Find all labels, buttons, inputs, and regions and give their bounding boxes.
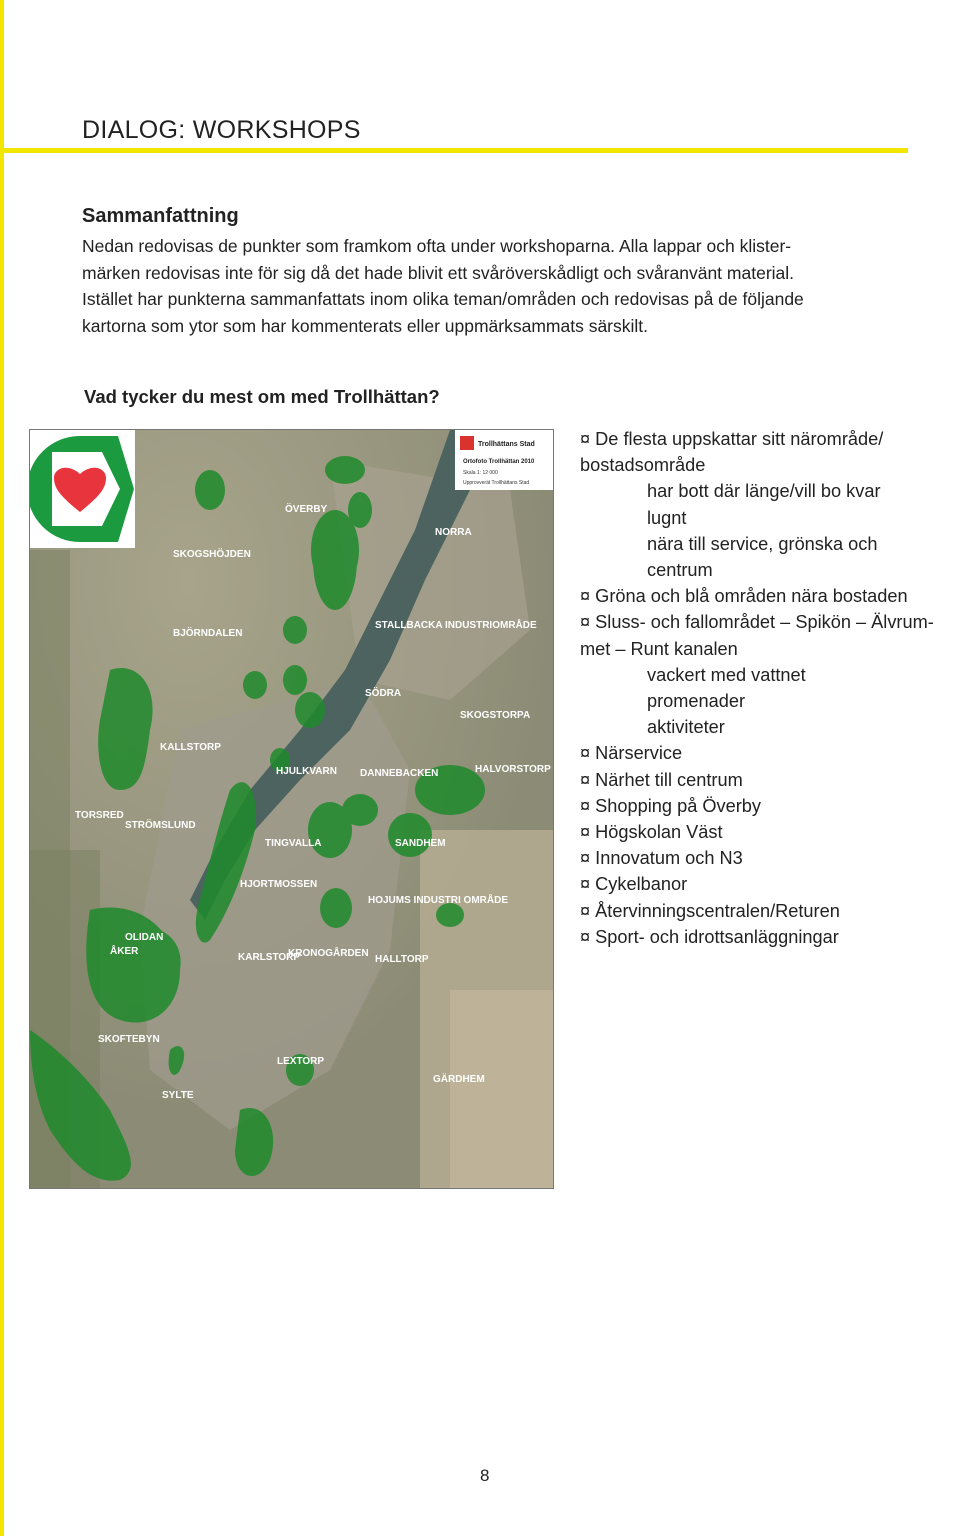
district-label: SANDHEM <box>395 838 446 849</box>
district-label: NORRA <box>435 527 472 538</box>
green-area <box>342 794 378 826</box>
list-item: ¤ Återvinningscentralen/Returen <box>580 900 840 921</box>
page-number: 8 <box>480 1466 490 1485</box>
summary-paragraph <box>82 233 912 339</box>
district-label: ÖVERBY <box>285 504 328 515</box>
list-subitem: nära till service, grönska och <box>647 533 878 554</box>
list-item: ¤ Högskolan Väst <box>580 822 723 843</box>
district-label: DANNEBACKEN <box>360 768 439 779</box>
district-label: TORSRED <box>75 810 124 821</box>
district-label: KRONOGÅRDEN <box>288 948 369 959</box>
green-area <box>295 692 325 728</box>
page-header-title: DIALOG: WORKSHOPS <box>82 116 361 144</box>
district-label: HJULKVARN <box>276 766 337 777</box>
district-label: SYLTE <box>162 1090 194 1101</box>
list-subitem: har bott där länge/vill bo kvar <box>647 481 881 502</box>
map-fields <box>450 990 554 1189</box>
header-divider <box>0 148 908 153</box>
list-item: ¤ Närservice <box>580 743 683 764</box>
green-area <box>195 470 225 510</box>
green-area <box>325 456 365 484</box>
summary-heading: Sammanfattning <box>82 205 239 227</box>
district-label: KALLSTORP <box>160 742 221 753</box>
trollhattan-logo-icon <box>460 436 474 450</box>
likes-list <box>580 426 960 950</box>
map-info-title: Ortofoto Trollhättan 2010 <box>463 459 535 465</box>
list-item: met – Runt kanalen <box>580 638 738 659</box>
map-logo-text: Trollhättans Stad <box>478 441 535 448</box>
district-label: SÖDRA <box>365 688 402 699</box>
district-label: STRÖMSLUND <box>125 820 196 831</box>
district-label: HOJUMS INDUSTRI OMRÅDE <box>368 895 509 906</box>
list-subitem: centrum <box>647 560 713 581</box>
list-item: ¤ Sport- och idrottsanläggningar <box>580 926 839 947</box>
district-label: GÄRDHEM <box>433 1074 485 1085</box>
list-item: ¤ Gröna och blå områden nära bostaden <box>580 586 908 607</box>
district-label: SKOFTEBYN <box>98 1034 160 1045</box>
district-label: HJORTMOSSEN <box>240 879 318 890</box>
list-item: ¤ Cykelbanor <box>580 874 688 895</box>
page-edge-accent <box>0 0 4 1536</box>
map-info-credit: Upprovverät Trollhättans Stad <box>463 480 530 486</box>
district-label: BJÖRNDALEN <box>173 628 243 639</box>
district-label: LEXTORP <box>277 1056 325 1067</box>
list-subitem: promenader <box>647 691 746 712</box>
district-label: HALLTORP <box>375 954 429 965</box>
summary-line: märken redovisas inte för sig då det hade blivit ett svåröverskådligt och svåranvänt material. <box>82 262 795 283</box>
green-area <box>243 671 267 699</box>
district-label: ÅKER <box>110 946 139 957</box>
summary-line: Nedan redovisas de punkter som framkom ofta under workshoparna. Alla lappar och klister- <box>82 236 792 256</box>
green-area <box>436 903 464 927</box>
district-label: HALVORSTORP <box>475 764 551 775</box>
list-subitem: aktiviteter <box>647 717 725 738</box>
summary-line: kartorna som ytor som har kommenterats eller uppmärksammats särskilt. <box>82 315 648 336</box>
map-info-scale: Skala 1: 12 000 <box>463 470 498 476</box>
list-item: ¤ Innovatum och N3 <box>580 848 743 869</box>
list-item: ¤ Sluss- och fallområdet – Spikön – Älvrum- <box>580 612 934 633</box>
list-subitem: lugnt <box>647 507 687 528</box>
list-subitem: vackert med vattnet <box>647 664 806 685</box>
district-label: OLIDAN <box>125 932 164 943</box>
district-label: STALLBACKA INDUSTRIOMRÅDE <box>375 620 537 631</box>
green-area <box>388 813 432 857</box>
summary-line: Istället har punkterna sammanfattats inom olika teman/områden och redovisas på de följande <box>82 289 804 309</box>
list-item: ¤ Shopping på Överby <box>580 795 761 816</box>
question-heading: Vad tycker du mest om med Trollhättan? <box>84 386 440 407</box>
district-label: SKOGSHÖJDEN <box>173 549 251 560</box>
district-label: TINGVALLA <box>265 838 322 849</box>
list-item: bostadsområde <box>580 455 706 476</box>
district-label: SKOGSTORPA <box>460 710 531 721</box>
green-area <box>283 616 307 644</box>
list-item: ¤ De flesta uppskattar sitt närområde/ <box>580 429 884 449</box>
green-area <box>348 492 372 528</box>
green-area <box>283 665 307 695</box>
green-area <box>320 888 352 928</box>
list-item: ¤ Närhet till centrum <box>580 769 743 790</box>
district-label: KARLSTORP <box>238 952 301 963</box>
orthophoto-map <box>29 429 554 1189</box>
